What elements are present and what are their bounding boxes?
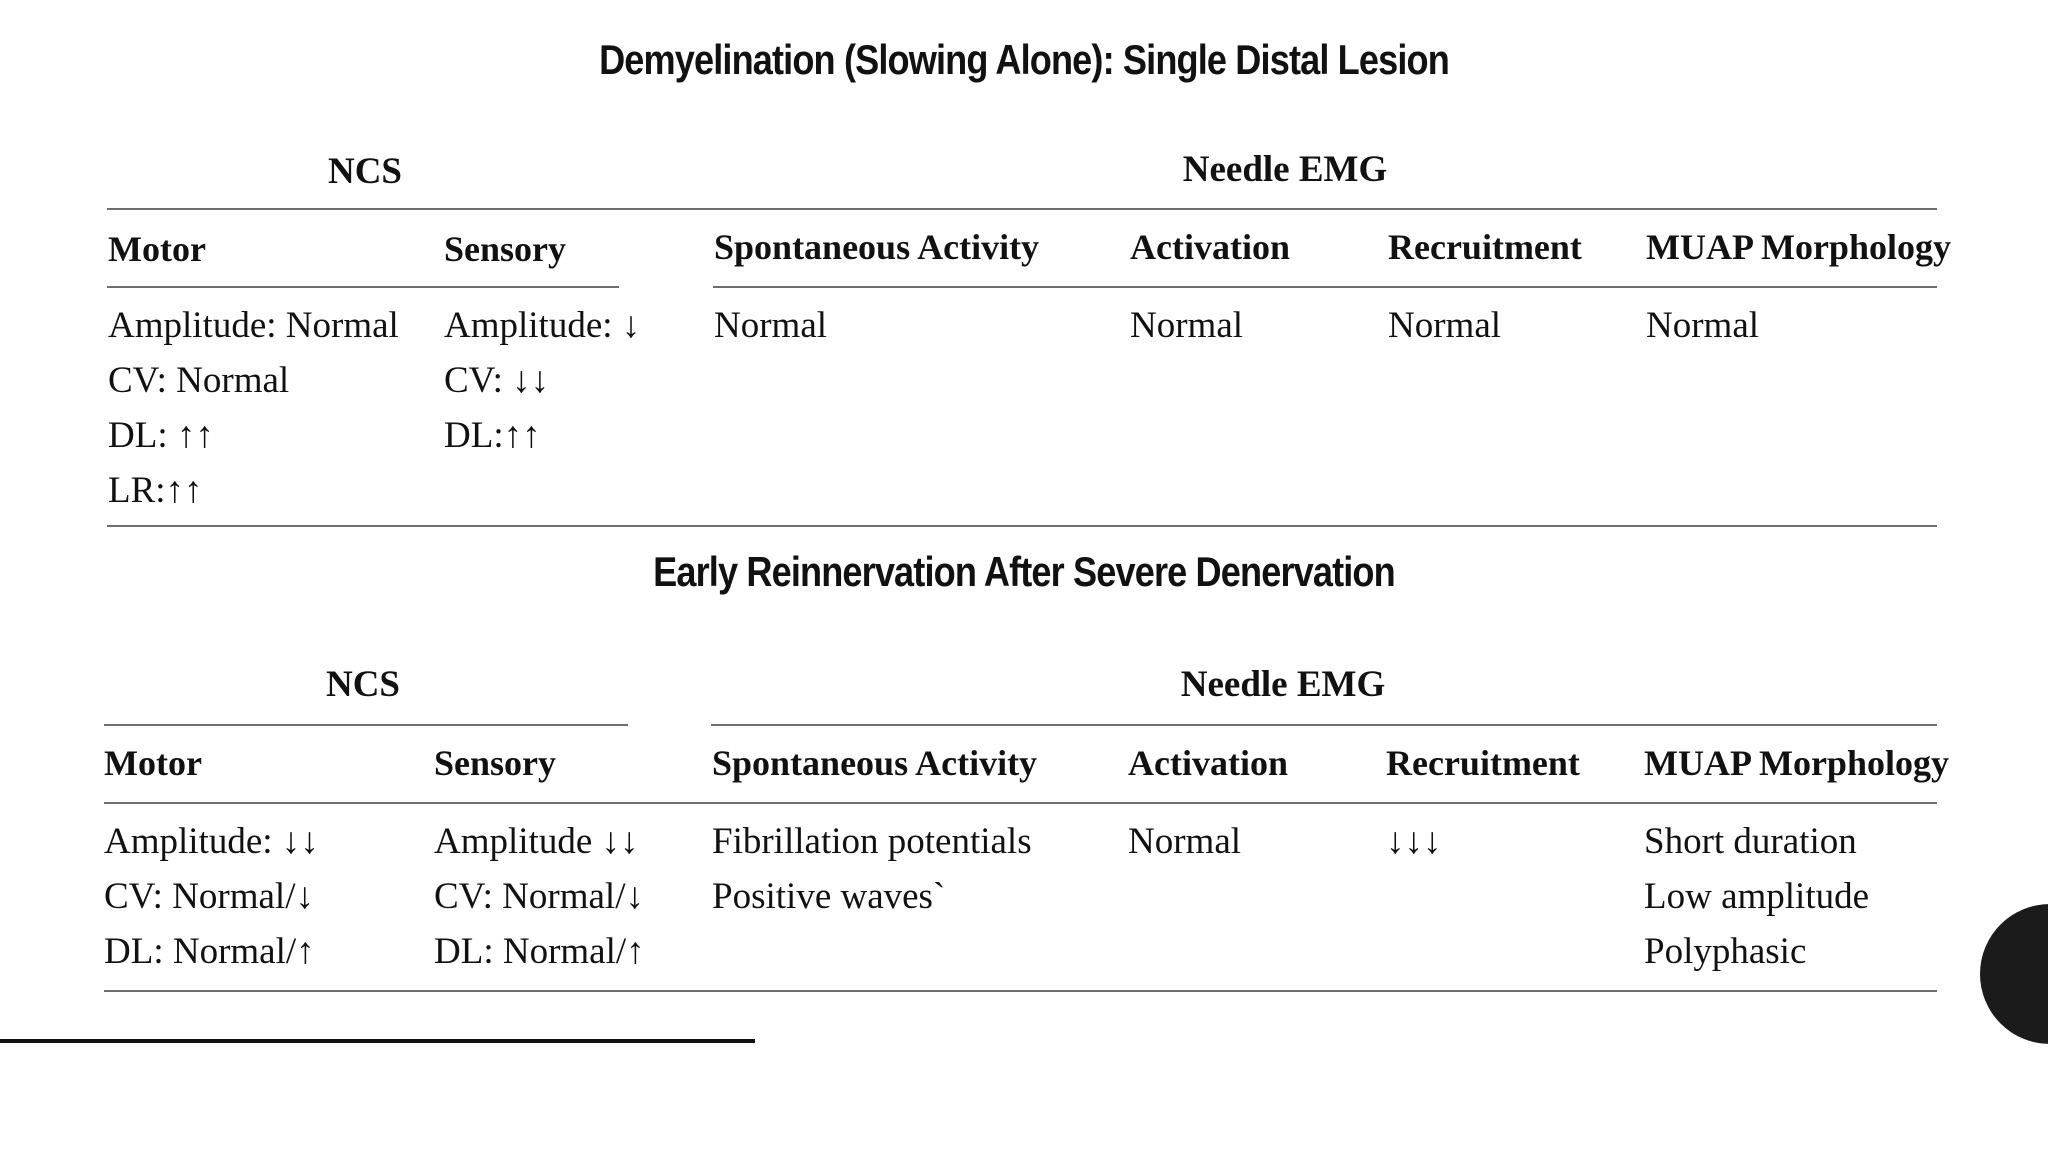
list-item: CV: Normal/↓ — [434, 876, 644, 917]
emg-header-rule — [713, 286, 1937, 288]
table-1-title: Demyelination (Slowing Alone): Single Distal Lesion — [599, 36, 1449, 83]
list-item: DL: ↑↑ — [108, 415, 214, 456]
spontaneous-values — [714, 298, 827, 353]
col-spontaneous-activity: Spontaneous Activity — [712, 743, 1038, 783]
ncs-group-rule — [104, 724, 628, 726]
emg-group-rule — [711, 724, 1937, 726]
needle-emg-label: Needle EMG — [1180, 664, 1386, 705]
header-rule-top — [107, 208, 1937, 210]
motor-values — [104, 814, 319, 979]
list-item: CV: Normal — [108, 360, 290, 401]
col-sensory: Sensory — [444, 229, 567, 269]
recruitment-values — [1386, 814, 1442, 869]
ncs-label: NCS — [327, 151, 403, 192]
muap-values — [1646, 298, 1759, 353]
muap-values — [1644, 814, 1869, 979]
list-item: Amplitude ↓↓ — [434, 821, 639, 862]
col-activation: Activation — [1128, 743, 1288, 783]
list-item: Amplitude: Normal — [108, 305, 399, 346]
list-item: Normal — [1388, 305, 1502, 346]
list-item: Normal — [714, 305, 828, 346]
list-item: ↓↓↓ — [1386, 821, 1442, 862]
list-item: LR:↑↑ — [108, 470, 203, 511]
list-item: DL: Normal/↑ — [434, 931, 645, 972]
table-1-bottom-rule — [107, 525, 1937, 527]
decorative-circle — [1980, 904, 2048, 1044]
col-motor: Motor — [104, 743, 202, 783]
motor-values — [108, 298, 399, 518]
table-2-bottom-rule — [104, 990, 1937, 992]
list-item: CV: Normal/↓ — [104, 876, 314, 917]
activation-values — [1128, 814, 1241, 869]
col-muap-morphology: MUAP Morphology — [1646, 227, 1951, 267]
sensory-values — [444, 298, 640, 463]
ncs-label: NCS — [325, 664, 401, 705]
list-item: Short duration — [1644, 821, 1857, 862]
col-spontaneous-activity: Spontaneous Activity — [714, 227, 1040, 267]
list-item: Normal — [1646, 305, 1760, 346]
needle-emg-label: Needle EMG — [1182, 149, 1388, 190]
list-item: Normal — [1130, 305, 1244, 346]
col-muap-morphology: MUAP Morphology — [1644, 743, 1949, 783]
list-item: DL:↑↑ — [444, 415, 541, 456]
list-item: Low amplitude — [1644, 876, 1870, 917]
spontaneous-values — [712, 814, 1032, 924]
list-item: DL: Normal/↑ — [104, 931, 315, 972]
table-2-title: Early Reinnervation After Severe Denervation — [653, 548, 1395, 595]
list-item: Amplitude: ↓ — [444, 305, 641, 346]
activation-values — [1130, 298, 1243, 353]
list-item: Positive waves` — [712, 876, 946, 917]
col-motor: Motor — [108, 229, 206, 269]
ncs-header-rule — [107, 286, 619, 288]
recruitment-values — [1388, 298, 1501, 353]
list-item: CV: ↓↓ — [444, 360, 550, 401]
header-rule — [104, 802, 1937, 804]
list-item: Polyphasic — [1644, 931, 1807, 972]
col-sensory: Sensory — [434, 743, 557, 783]
list-item: Amplitude: ↓↓ — [104, 821, 319, 862]
col-recruitment: Recruitment — [1386, 743, 1580, 783]
sensory-values — [434, 814, 645, 979]
list-item: Fibrillation potentials — [712, 821, 1032, 862]
col-recruitment: Recruitment — [1388, 227, 1582, 267]
slide-divider — [0, 1039, 755, 1043]
list-item: Normal — [1128, 821, 1242, 862]
col-activation: Activation — [1130, 227, 1290, 267]
